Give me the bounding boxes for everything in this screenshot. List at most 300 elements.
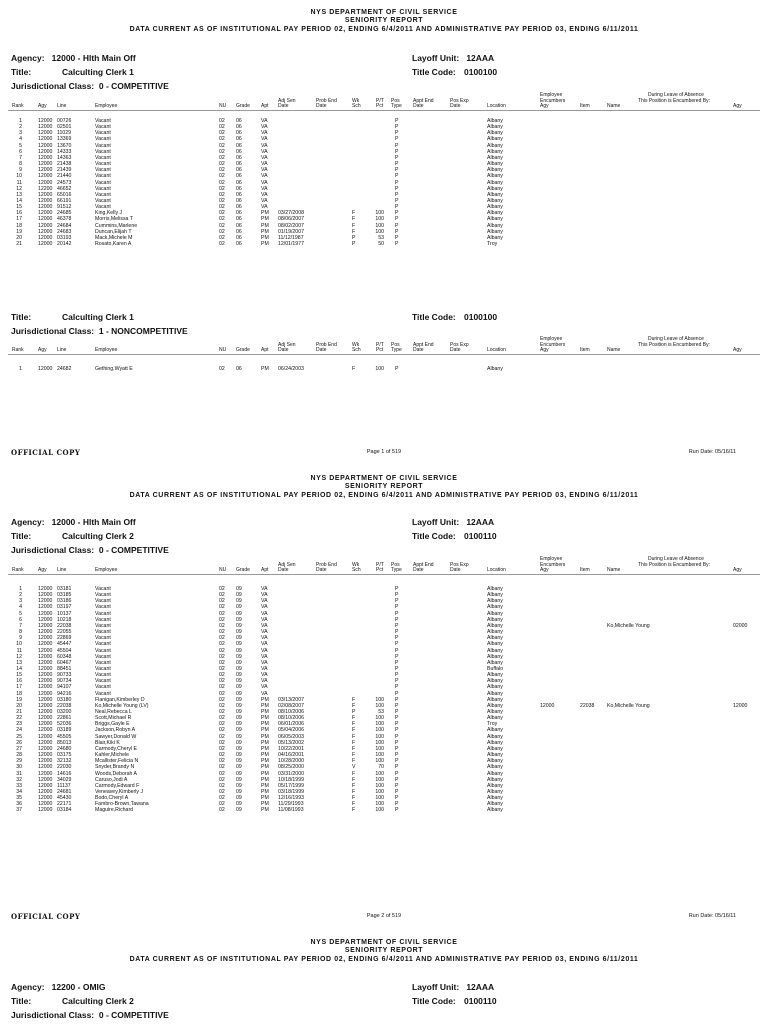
cell-agy: 12000	[38, 130, 53, 137]
title-field	[11, 67, 134, 77]
title-value: Calculting Clerk 1	[62, 312, 134, 322]
cell-nu: 02	[219, 776, 225, 783]
cell-grade: 06	[236, 216, 242, 223]
cell-pos-type: P	[395, 197, 399, 204]
cell-employee: Vacant	[95, 616, 111, 623]
cell-agy: 12000	[38, 647, 53, 654]
cell-rank: 26	[16, 739, 22, 746]
col-pt-pct-2: Pct	[376, 103, 384, 110]
cell-apt: PM	[261, 721, 269, 728]
cell-nu: 02	[219, 629, 225, 636]
cell-location: Albany	[487, 788, 503, 795]
col-pos-type: Pos	[391, 561, 400, 568]
cell-nu: 02	[219, 752, 225, 759]
col-agy2: Agy	[733, 103, 742, 110]
cell-location: Buffalo	[487, 665, 504, 672]
agency-label: Agency:	[11, 982, 45, 992]
cell-pos-type: P	[395, 629, 399, 636]
cell-pos-type: P	[395, 210, 399, 217]
cell-agy: 12000	[38, 665, 53, 672]
cell-grade: 09	[236, 733, 242, 740]
title-label: Title:	[11, 996, 32, 1006]
run-date: Run Date: 05/16/11	[688, 913, 736, 919]
cell-wk-sch: F	[352, 807, 356, 814]
cell-rank: 15	[16, 204, 22, 211]
cell-apt: PM	[261, 241, 269, 247]
cell-grade: 06	[236, 142, 242, 149]
cell-wk-sch: F	[352, 733, 356, 740]
cell-nu: 02	[219, 758, 225, 765]
official-copy-mark: OFFICIAL COPY	[11, 448, 81, 457]
col-leave-2: This Position is Encumbered By:	[638, 97, 710, 104]
cell-nu: 02	[219, 709, 225, 715]
cell-pos-type: P	[395, 366, 399, 372]
cell-pt-pct: 100	[375, 366, 384, 372]
cell-item: 22038	[580, 702, 595, 709]
cell-line: 11029	[57, 130, 72, 137]
cell-line: 46652	[57, 185, 72, 192]
cell-apt: PM	[261, 696, 269, 703]
cell-rank: 21	[16, 241, 22, 247]
cell-agy: 12000	[38, 678, 53, 685]
cell-rank: 7	[19, 622, 22, 629]
cell-line: 21438	[57, 161, 72, 168]
cell-employee: Mack,Michele M	[95, 234, 133, 241]
cell-pos-type: P	[395, 167, 399, 174]
cell-apt: VA	[261, 665, 268, 672]
layoff-unit-field	[412, 53, 494, 63]
cell-line: 02501	[57, 124, 72, 131]
cell-agy: 12000	[38, 366, 53, 372]
cell-nu: 02	[219, 801, 225, 808]
cell-apt: PM	[261, 801, 269, 808]
cell-line: 22055	[57, 629, 72, 636]
cell-grade: 09	[236, 610, 242, 617]
cell-pos-type: P	[395, 752, 399, 759]
header-data-current: DATA CURRENT AS OF INSTITUTIONAL PAY PERIOD 02, ENDING 6/4/2011 AND ADMINISTRATIVE PAY PERIOD 03, ENDING 6/11/2011	[129, 25, 639, 33]
cell-pt-pct: 100	[375, 745, 384, 752]
cell-employee: Vacant	[95, 191, 111, 198]
title-value: Calculting Clerk 1	[62, 67, 134, 77]
cell-location: Albany	[487, 690, 503, 697]
cell-line: 24682	[57, 366, 72, 372]
cell-rank: 1	[19, 586, 22, 592]
cell-agy: 12000	[38, 241, 53, 247]
cell-agy: 12000	[38, 586, 53, 592]
cell-apt: VA	[261, 629, 268, 636]
cell-apt: VA	[261, 204, 268, 211]
cell-line: 22030	[57, 764, 72, 771]
cell-employee: Fambro-Brown,Tawana	[95, 801, 149, 808]
cell-grade: 06	[236, 234, 242, 241]
cell-location: Albany	[487, 161, 503, 168]
header-agency-name: NYS DEPARTMENT OF CIVIL SERVICE	[310, 939, 458, 946]
cell-employee: Vacant	[95, 161, 111, 168]
cell-wk-sch: F	[352, 702, 356, 709]
cell-employee: Vacant	[95, 130, 111, 137]
cell-line: 20142	[57, 241, 72, 247]
cell-nu: 02	[219, 222, 225, 229]
cell-agy: 12000	[38, 641, 53, 648]
cell-line: 34029	[57, 776, 72, 783]
cell-grade: 06	[236, 191, 242, 198]
cell-apt: PM	[261, 758, 269, 765]
col-prob-end: Prob End	[316, 561, 337, 568]
cell-line: 65016	[57, 191, 72, 198]
cell-location: Albany	[487, 764, 503, 771]
cell-location: Albany	[487, 216, 503, 223]
agency-value: 12000 - Hlth Main Off	[51, 517, 136, 527]
cell-agy: 12000	[38, 776, 53, 783]
col-employee: Employee	[95, 567, 118, 574]
cell-agy: 12000	[38, 616, 53, 623]
col-enc-encumbers: Encumbers	[540, 341, 566, 348]
col-enc-encumbers: Encumbers	[540, 561, 566, 568]
cell-pos-type: P	[395, 241, 399, 247]
cell-grade: 09	[236, 752, 242, 759]
col-pos-type-2: Type	[391, 347, 402, 354]
layoff-unit-field	[412, 517, 494, 527]
col-leave-2: This Position is Encumbered By:	[638, 561, 710, 568]
cell-location: Albany	[487, 715, 503, 722]
cell-rank: 2	[19, 592, 22, 599]
cell-nu: 02	[219, 739, 225, 746]
cell-location: Albany	[487, 197, 503, 204]
col-wk-sch-2: Sch	[352, 347, 361, 354]
cell-adj-sen: 04/16/2001	[278, 752, 304, 759]
col-nu: NU	[219, 567, 227, 574]
cell-grade: 09	[236, 635, 242, 642]
cell-pos-type: P	[395, 801, 399, 808]
col-wk-sch: Wk	[352, 561, 360, 568]
cell-grade: 09	[236, 592, 242, 599]
cell-line: 85013	[57, 739, 72, 746]
cell-apt: VA	[261, 641, 268, 648]
cell-employee: Jackson,Robyn A	[95, 727, 136, 734]
cell-agy: 12000	[38, 758, 53, 765]
cell-rank: 6	[19, 148, 22, 155]
cell-apt: VA	[261, 191, 268, 198]
col-pos-type: Pos	[391, 97, 400, 104]
cell-pt-pct: 100	[375, 739, 384, 746]
col-adj-sen: Adj Sen	[278, 341, 296, 348]
cell-nu: 02	[219, 604, 225, 611]
col-item: Item	[580, 103, 590, 110]
cell-employee: Carmody,Edward F	[95, 782, 140, 789]
cell-pos-type: P	[395, 745, 399, 752]
layoff-unit-field	[412, 982, 494, 992]
cell-apt: VA	[261, 592, 268, 599]
cell-location: Albany	[487, 807, 503, 814]
cell-grade: 09	[236, 782, 242, 789]
cell-agy: 12000	[38, 752, 53, 759]
cell-apt: VA	[261, 173, 268, 180]
cell-line: 24680	[57, 745, 72, 752]
cell-adj-sen: 11/29/1993	[278, 801, 304, 808]
cell-pos-type: P	[395, 659, 399, 666]
cell-employee: Vacant	[95, 629, 111, 636]
juris-class-field	[11, 1010, 169, 1020]
cell-line: 45504	[57, 647, 72, 654]
cell-apt: PM	[261, 776, 269, 783]
cell-line: 03175	[57, 752, 72, 759]
cell-agy: 12000	[38, 801, 53, 808]
cell-rank: 19	[16, 228, 22, 235]
cell-grade: 09	[236, 586, 242, 592]
cell-rank: 18	[16, 690, 22, 697]
cell-rank: 13	[16, 191, 22, 198]
cell-line: 60348	[57, 653, 72, 660]
cell-line: 22869	[57, 635, 72, 642]
cell-rank: 20	[16, 234, 22, 241]
cell-apt: PM	[261, 702, 269, 709]
col-apt: Apt	[261, 567, 269, 574]
agency-value: 12000 - Hlth Main Off	[51, 53, 136, 63]
cell-adj-sen: 03/31/2000	[278, 770, 304, 777]
cell-pt-pct: 100	[375, 801, 384, 808]
cell-employee: Vacant	[95, 647, 111, 654]
cell-location: Albany	[487, 653, 503, 660]
cell-pos-type: P	[395, 678, 399, 685]
cell-rank: 4	[19, 604, 22, 611]
cell-employee: Vacant	[95, 142, 111, 149]
cell-location: Albany	[487, 136, 503, 143]
cell-apt: VA	[261, 684, 268, 691]
cell-enc-agy: 12000	[540, 702, 555, 709]
cell-apt: VA	[261, 179, 268, 186]
cell-pos-type: P	[395, 610, 399, 617]
cell-employee: Vacant	[95, 610, 111, 617]
cell-nu: 02	[219, 782, 225, 789]
cell-employee: Vacant	[95, 604, 111, 611]
cell-adj-sen: 01/19/2007	[278, 228, 304, 235]
col-rank: Rank	[12, 567, 24, 574]
cell-employee: Sawyer,Donald W	[95, 733, 137, 740]
cell-apt: PM	[261, 745, 269, 752]
col-item: Item	[580, 347, 590, 354]
col-name: Name	[607, 103, 621, 110]
juris-class-label: Jurisdictional Class:	[11, 1010, 95, 1020]
cell-apt: PM	[261, 366, 269, 372]
cell-nu: 02	[219, 788, 225, 795]
title-code-label: Title Code:	[412, 531, 456, 541]
cell-pos-type: P	[395, 758, 399, 765]
cell-rank: 34	[16, 788, 22, 795]
cell-location: Albany	[487, 745, 503, 752]
cell-rank: 33	[16, 782, 22, 789]
cell-grade: 06	[236, 167, 242, 174]
cell-pos-type: P	[395, 161, 399, 168]
cell-agy: 12000	[38, 795, 53, 802]
cell-pt-pct: 53	[378, 234, 384, 241]
cell-rank: 3	[19, 130, 22, 137]
cell-location: Albany	[487, 179, 503, 186]
cell-location: Albany	[487, 234, 503, 241]
col-item: Item	[580, 567, 590, 574]
cell-pos-type: P	[395, 715, 399, 722]
cell-apt: VA	[261, 161, 268, 168]
cell-line: 94107	[57, 684, 72, 691]
cell-location: Albany	[487, 598, 503, 605]
header-data-current: DATA CURRENT AS OF INSTITUTIONAL PAY PERIOD 02, ENDING 6/4/2011 AND ADMINISTRATIVE PAY PERIOD 03, ENDING 6/11/2011	[129, 491, 639, 499]
title-code-field	[412, 67, 498, 77]
cell-line: 22038	[57, 622, 72, 629]
cell-pos-type: P	[395, 148, 399, 155]
header-rule	[8, 354, 760, 355]
cell-agy: 12000	[38, 709, 53, 715]
cell-rank: 11	[16, 179, 22, 186]
title-code-label: Title Code:	[412, 67, 456, 77]
cell-location: Albany	[487, 782, 503, 789]
cell-wk-sch: F	[352, 715, 356, 722]
cell-nu: 02	[219, 721, 225, 728]
cell-nu: 02	[219, 727, 225, 734]
cell-rank: 14	[16, 197, 22, 204]
cell-apt: VA	[261, 142, 268, 149]
cell-agy: 12000	[38, 653, 53, 660]
cell-employee: Vacant	[95, 592, 111, 599]
cell-nu: 02	[219, 148, 225, 155]
header-data-current: DATA CURRENT AS OF INSTITUTIONAL PAY PERIOD 02, ENDING 6/4/2011 AND ADMINISTRATIVE PAY PERIOD 03, ENDING 6/11/2011	[129, 955, 639, 963]
col-line: Line	[57, 567, 67, 574]
cell-location: Albany	[487, 684, 503, 691]
cell-grade: 09	[236, 776, 242, 783]
cell-rank: 12	[16, 653, 22, 660]
col-adj-sen: Adj Sen	[278, 97, 296, 104]
cell-adj-sen: 08/10/2006	[278, 715, 304, 722]
col-enc-agy: Agy	[540, 103, 549, 110]
cell-apt: PM	[261, 795, 269, 802]
cell-rank: 7	[19, 154, 22, 161]
col-appt-end-2: Date	[413, 103, 424, 110]
cell-employee: Blair,Kiki K	[95, 739, 120, 746]
cell-agy: 12000	[38, 148, 53, 155]
cell-grade: 06	[236, 228, 242, 235]
cell-agy: 12000	[38, 167, 53, 174]
cell-location: Albany	[487, 154, 503, 161]
cell-rank: 35	[16, 795, 22, 802]
cell-rank: 30	[16, 764, 22, 771]
cell-pos-type: P	[395, 641, 399, 648]
cell-nu: 02	[219, 210, 225, 217]
cell-agy: 12000	[38, 598, 53, 605]
cell-line: 94216	[57, 690, 72, 697]
cell-agy: 12000	[38, 622, 53, 629]
cell-agy: 12000	[38, 136, 53, 143]
cell-grade: 09	[236, 684, 242, 691]
col-rank: Rank	[12, 103, 24, 110]
official-copy-mark: OFFICIAL COPY	[11, 912, 81, 921]
col-pt-pct: P/T	[376, 97, 384, 104]
cell-agy: 12000	[38, 142, 53, 149]
cell-nu: 02	[219, 191, 225, 198]
cell-pos-type: P	[395, 604, 399, 611]
cell-apt: VA	[261, 678, 268, 685]
cell-agy: 12000	[38, 234, 53, 241]
cell-employee: Vacant	[95, 173, 111, 180]
juris-class-label: Jurisdictional Class:	[11, 545, 95, 555]
cell-wk-sch: V	[352, 764, 356, 771]
juris-class-value: 0 - COMPETITIVE	[98, 545, 169, 555]
cell-location: Albany	[487, 770, 503, 777]
cell-nu: 02	[219, 204, 225, 211]
agency-label: Agency:	[11, 517, 45, 527]
cell-employee: Vacant	[95, 148, 111, 155]
cell-rank: 13	[16, 659, 22, 666]
cell-grade: 09	[236, 653, 242, 660]
cell-grade: 06	[236, 148, 242, 155]
agency-value: 12200 - OMIG	[51, 982, 106, 992]
cell-nu: 02	[219, 616, 225, 623]
agency-field	[11, 982, 106, 992]
cell-nu: 02	[219, 659, 225, 666]
cell-agy: 12000	[38, 739, 53, 746]
cell-apt: PM	[261, 770, 269, 777]
cell-agy: 12000	[38, 702, 53, 709]
cell-grade: 09	[236, 764, 242, 771]
cell-nu: 02	[219, 807, 225, 814]
cell-pt-pct: 100	[375, 696, 384, 703]
cell-apt: PM	[261, 788, 269, 795]
cell-location: Albany	[487, 752, 503, 759]
cell-employee: Vacant	[95, 684, 111, 691]
cell-apt: VA	[261, 653, 268, 660]
page-number: Page 1 of 519	[366, 449, 402, 455]
cell-nu: 02	[219, 118, 225, 124]
cell-grade: 06	[236, 179, 242, 186]
cell-wk-sch: F	[352, 222, 356, 229]
cell-pt-pct: 100	[375, 752, 384, 759]
cell-rank: 16	[16, 210, 22, 217]
report-header	[0, 0, 768, 34]
cell-location: Troy	[487, 241, 498, 247]
cell-agy: 12000	[38, 696, 53, 703]
cell-pt-pct: 100	[375, 770, 384, 777]
cell-agy: 12000	[38, 228, 53, 235]
cell-employee: Rosato,Karen A	[95, 241, 132, 247]
header-report-name: SENIORITY REPORT	[344, 17, 424, 25]
cell-grade: 09	[236, 788, 242, 795]
cell-agy: 12000	[38, 204, 53, 211]
cell-rank: 9	[19, 167, 22, 174]
title-value: Calculting Clerk 2	[62, 531, 134, 541]
cell-employee: Vacant	[95, 635, 111, 642]
cell-wk-sch: P	[352, 709, 356, 715]
cell-rank: 16	[16, 678, 22, 685]
cell-apt: VA	[261, 659, 268, 666]
cell-apt: PM	[261, 807, 269, 814]
cell-apt: VA	[261, 672, 268, 679]
cell-location: Albany	[487, 592, 503, 599]
col-appt-end: Appt End	[413, 97, 434, 104]
agency-label: Agency:	[11, 53, 45, 63]
cell-rank: 22	[16, 715, 22, 722]
cell-grade: 09	[236, 709, 242, 715]
cell-line: 03197	[57, 604, 72, 611]
cell-grade: 06	[236, 197, 242, 204]
cell-nu: 02	[219, 764, 225, 771]
cell-location: Albany	[487, 610, 503, 617]
cell-line: 45447	[57, 641, 72, 648]
cell-grade: 09	[236, 696, 242, 703]
cell-wk-sch: F	[352, 727, 356, 734]
cell-wk-sch: F	[352, 210, 356, 217]
cell-apt: PM	[261, 782, 269, 789]
cell-nu: 02	[219, 684, 225, 691]
cell-agy: 12000	[38, 222, 53, 229]
cell-grade: 09	[236, 690, 242, 697]
cell-grade: 09	[236, 672, 242, 679]
